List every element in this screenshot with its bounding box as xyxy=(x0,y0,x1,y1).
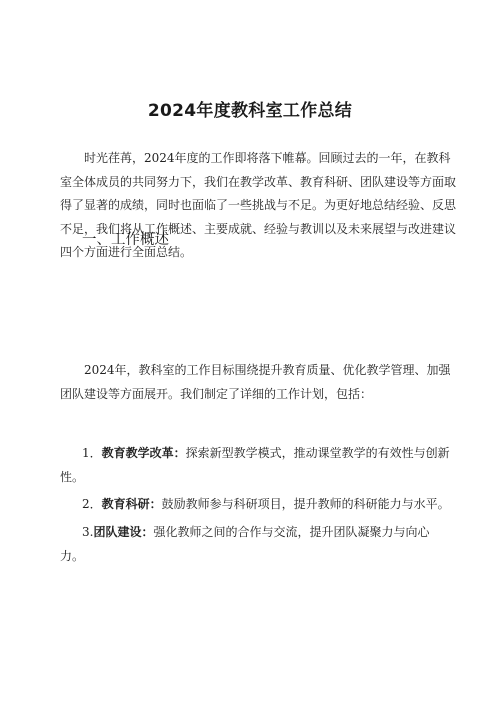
document-title: 2024年度教科室工作总结 xyxy=(147,101,353,121)
intro-line-3: 得了显著的成绩，同时也面临了一些挑战与不足。为更好地总结经验、反思 xyxy=(60,198,457,213)
list-item-desc: 探索新型教学模式，推动课堂教学的有效性与创新 xyxy=(185,446,450,460)
intro-line-2: 室全体成员的共同努力下，我们在教学改革、教育科研、团队建设等方面取 xyxy=(60,174,457,189)
list-item-teaching-reform xyxy=(60,442,455,489)
list-item-desc-continued: 力。 xyxy=(60,548,85,563)
list-item-desc: 鼓励教师参与科研项目，提升教师的科研能力与水平。 xyxy=(161,497,450,511)
list-item-team-building xyxy=(60,521,455,568)
intro-line-5: 四个方面进行全面总结。 xyxy=(60,245,193,260)
list-item-term: 教育教学改革： xyxy=(101,446,186,460)
list-item-number: 3. xyxy=(82,525,94,539)
list-item-term: 团队建设： xyxy=(93,525,154,539)
list-item-term: 教育科研： xyxy=(101,497,162,511)
overview-line-2: 团队建设等方面展开。我们制定了详细的工作计划，包括： xyxy=(60,386,373,401)
list-item-research xyxy=(60,493,455,517)
overview-paragraph xyxy=(60,359,452,406)
section-heading-overview: 一、工作概述 xyxy=(82,232,169,248)
intro-line-1: 时光荏苒，2024年度的工作即将落下帷幕。回顾过去的一年，在教科 xyxy=(84,151,451,165)
intro-line-4: 不足，我们将从工作概述、主要成就、经验与教训以及未来展望与改进建议 xyxy=(60,221,457,236)
overview-line-1: 2024年，教科室的工作目标围绕提升教育质量、优化教学管理、加强 xyxy=(84,363,451,377)
list-item-number: 2． xyxy=(82,497,102,511)
list-item-desc-continued: 性。 xyxy=(60,469,85,484)
list-item-number: 1． xyxy=(82,446,102,460)
list-item-desc: 强化教师之间的合作与交流，提升团队凝聚力与向心 xyxy=(153,525,430,539)
